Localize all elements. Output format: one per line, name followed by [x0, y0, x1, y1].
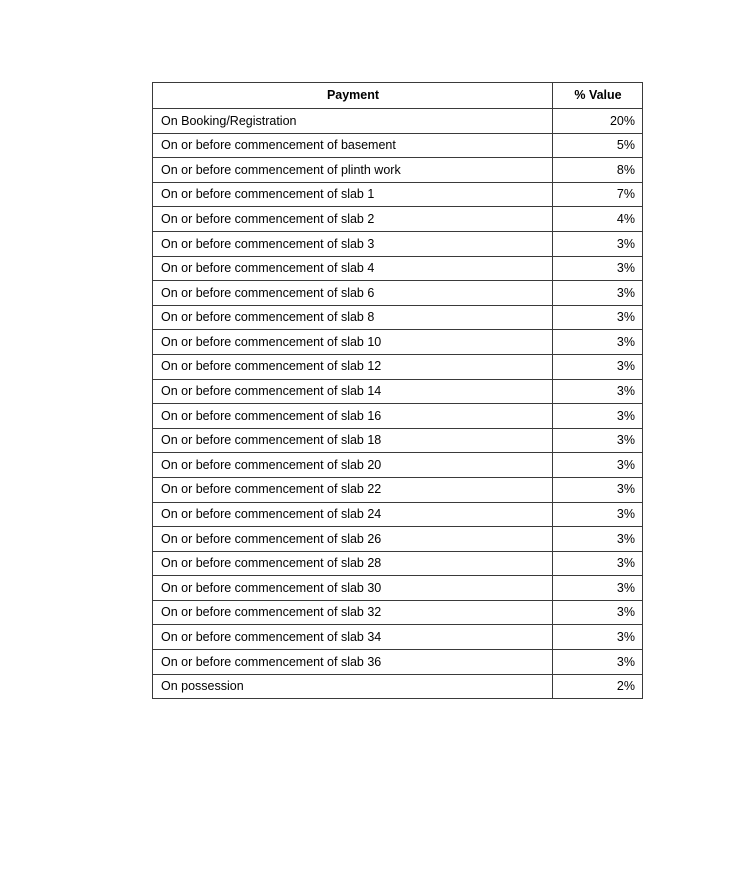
payment-cell: On or before commencement of slab 26	[153, 527, 553, 552]
table-row	[153, 281, 643, 306]
payment-cell: On or before commencement of slab 28	[153, 551, 553, 576]
payment-cell: On or before commencement of slab 36	[153, 650, 553, 675]
value-column-header: % Value	[553, 83, 643, 109]
value-cell: 3%	[553, 527, 643, 552]
table-row	[153, 354, 643, 379]
payment-cell: On or before commencement of slab 16	[153, 404, 553, 429]
value-cell: 3%	[553, 231, 643, 256]
value-cell: 3%	[553, 576, 643, 601]
table-row	[153, 158, 643, 183]
payment-cell: On or before commencement of slab 34	[153, 625, 553, 650]
table-row	[153, 133, 643, 158]
payment-cell: On or before commencement of slab 2	[153, 207, 553, 232]
value-cell: 3%	[553, 650, 643, 675]
payment-cell: On or before commencement of slab 8	[153, 305, 553, 330]
payment-cell: On or before commencement of slab 24	[153, 502, 553, 527]
value-cell: 3%	[553, 379, 643, 404]
value-cell: 3%	[553, 477, 643, 502]
value-cell: 3%	[553, 256, 643, 281]
value-cell: 3%	[553, 404, 643, 429]
payment-cell: On or before commencement of slab 4	[153, 256, 553, 281]
payment-cell: On or before commencement of basement	[153, 133, 553, 158]
value-cell: 3%	[553, 600, 643, 625]
table-row	[153, 330, 643, 355]
value-cell: 3%	[553, 354, 643, 379]
table-row	[153, 207, 643, 232]
table-row	[153, 404, 643, 429]
value-cell: 3%	[553, 453, 643, 478]
table-row	[153, 231, 643, 256]
table-row	[153, 551, 643, 576]
value-cell: 3%	[553, 625, 643, 650]
table-row	[153, 527, 643, 552]
payment-cell: On or before commencement of slab 22	[153, 477, 553, 502]
payment-cell: On or before commencement of slab 32	[153, 600, 553, 625]
value-cell: 3%	[553, 330, 643, 355]
table-row	[153, 650, 643, 675]
value-cell: 2%	[553, 674, 643, 699]
payment-cell: On or before commencement of slab 20	[153, 453, 553, 478]
payment-cell: On Booking/Registration	[153, 109, 553, 134]
table-row	[153, 305, 643, 330]
payment-cell: On or before commencement of slab 10	[153, 330, 553, 355]
payment-cell: On or before commencement of plinth work	[153, 158, 553, 183]
value-cell: 3%	[553, 502, 643, 527]
payment-column-header: Payment	[153, 83, 553, 109]
value-cell: 4%	[553, 207, 643, 232]
table-row	[153, 600, 643, 625]
table-row	[153, 576, 643, 601]
value-cell: 7%	[553, 182, 643, 207]
table-row	[153, 109, 643, 134]
payment-cell: On or before commencement of slab 18	[153, 428, 553, 453]
payment-schedule-table	[152, 82, 643, 699]
table-row	[153, 477, 643, 502]
payment-cell: On or before commencement of slab 30	[153, 576, 553, 601]
table-row	[153, 502, 643, 527]
table-row	[153, 625, 643, 650]
table-header-row	[153, 83, 643, 109]
payment-cell: On or before commencement of slab 1	[153, 182, 553, 207]
table-row	[153, 182, 643, 207]
value-cell: 8%	[553, 158, 643, 183]
table-row	[153, 379, 643, 404]
payment-cell: On or before commencement of slab 12	[153, 354, 553, 379]
value-cell: 3%	[553, 428, 643, 453]
table-row	[153, 453, 643, 478]
value-cell: 20%	[553, 109, 643, 134]
value-cell: 3%	[553, 551, 643, 576]
table-row	[153, 674, 643, 699]
table-row	[153, 256, 643, 281]
payment-cell: On or before commencement of slab 14	[153, 379, 553, 404]
value-cell: 3%	[553, 305, 643, 330]
payment-cell: On or before commencement of slab 6	[153, 281, 553, 306]
value-cell: 3%	[553, 281, 643, 306]
payment-cell: On or before commencement of slab 3	[153, 231, 553, 256]
payment-cell: On possession	[153, 674, 553, 699]
table-row	[153, 428, 643, 453]
value-cell: 5%	[553, 133, 643, 158]
